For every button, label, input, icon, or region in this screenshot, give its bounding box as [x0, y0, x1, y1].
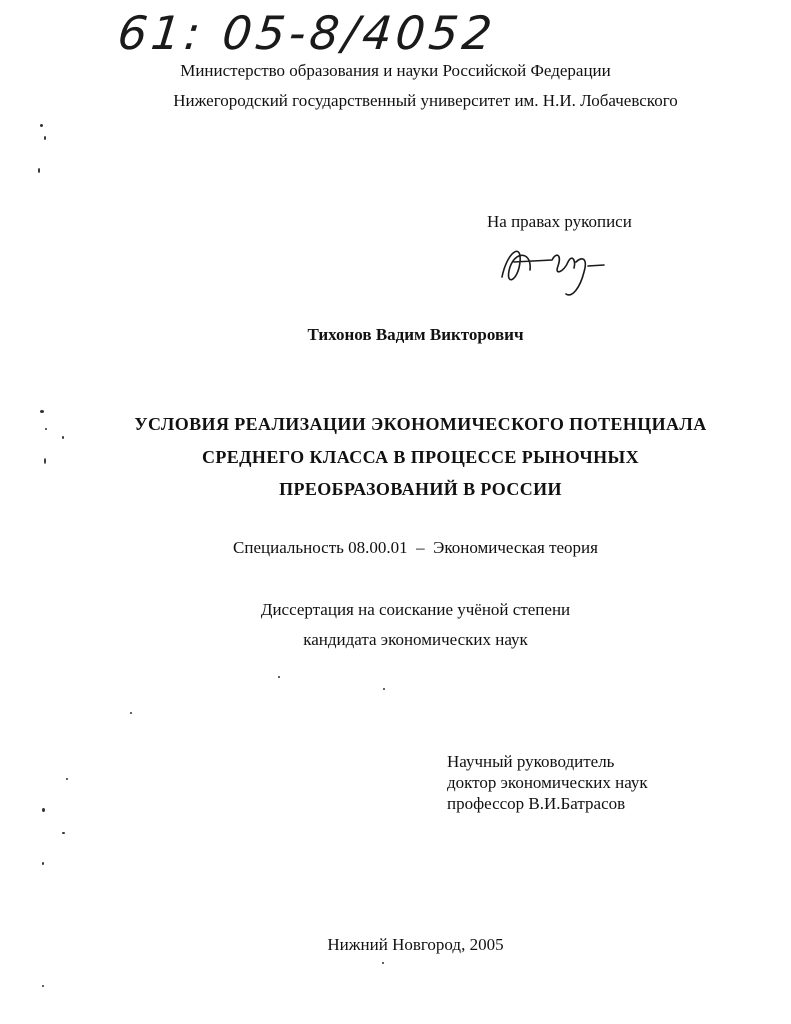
author-signature: [492, 232, 612, 302]
dissertation-line-1: Диссертация на соискание учёной степени: [260, 600, 571, 619]
scan-speck: [45, 428, 47, 430]
city-year: Нижний Новгород, 2005: [327, 935, 504, 954]
ministry-line: Министерство образования и науки Российской Федерации: [180, 61, 611, 80]
scan-speck: [40, 410, 44, 413]
title-line-2: СРЕДНЕГО КЛАССА В ПРОЦЕССЕ РЫНОЧНЫХ: [201, 447, 640, 467]
scan-speck: [44, 136, 46, 140]
scan-speck: [383, 688, 385, 690]
dissertation-line-2: кандидата экономических наук: [303, 630, 528, 649]
scan-speck: [382, 962, 384, 964]
scan-speck: [62, 436, 64, 439]
author-name: Тихонов Вадим Викторович: [307, 325, 524, 344]
scan-speck: [38, 168, 40, 173]
scan-speck: [42, 985, 44, 987]
scan-speck: [44, 458, 46, 464]
university-line: Нижегородский государственный университет им. Н.И. Лобачевского: [173, 91, 678, 110]
scan-speck: [278, 676, 280, 678]
scan-speck: [40, 124, 43, 127]
scan-speck: [130, 712, 132, 714]
scan-speck: [66, 778, 68, 780]
scan-speck: [42, 862, 44, 865]
title-line-1: УСЛОВИЯ РЕАЛИЗАЦИИ ЭКОНОМИЧЕСКОГО ПОТЕНЦИАЛА: [134, 414, 707, 434]
manuscript-note: На правах рукописи: [487, 212, 632, 231]
supervisor-label: Научный руководитель: [447, 752, 615, 771]
supervisor-name: профессор В.И.Батрасов: [447, 794, 626, 813]
supervisor-degree: доктор экономических наук: [447, 773, 648, 792]
scan-speck: [42, 808, 45, 812]
archive-code-handwritten: 61: 05-8/4052: [115, 6, 499, 60]
title-line-3: ПРЕОБРАЗОВАНИЙ В РОССИИ: [279, 479, 562, 499]
scan-speck: [62, 832, 65, 834]
specialty-line: Специальность 08.00.01 – Экономическая теория: [233, 538, 598, 557]
